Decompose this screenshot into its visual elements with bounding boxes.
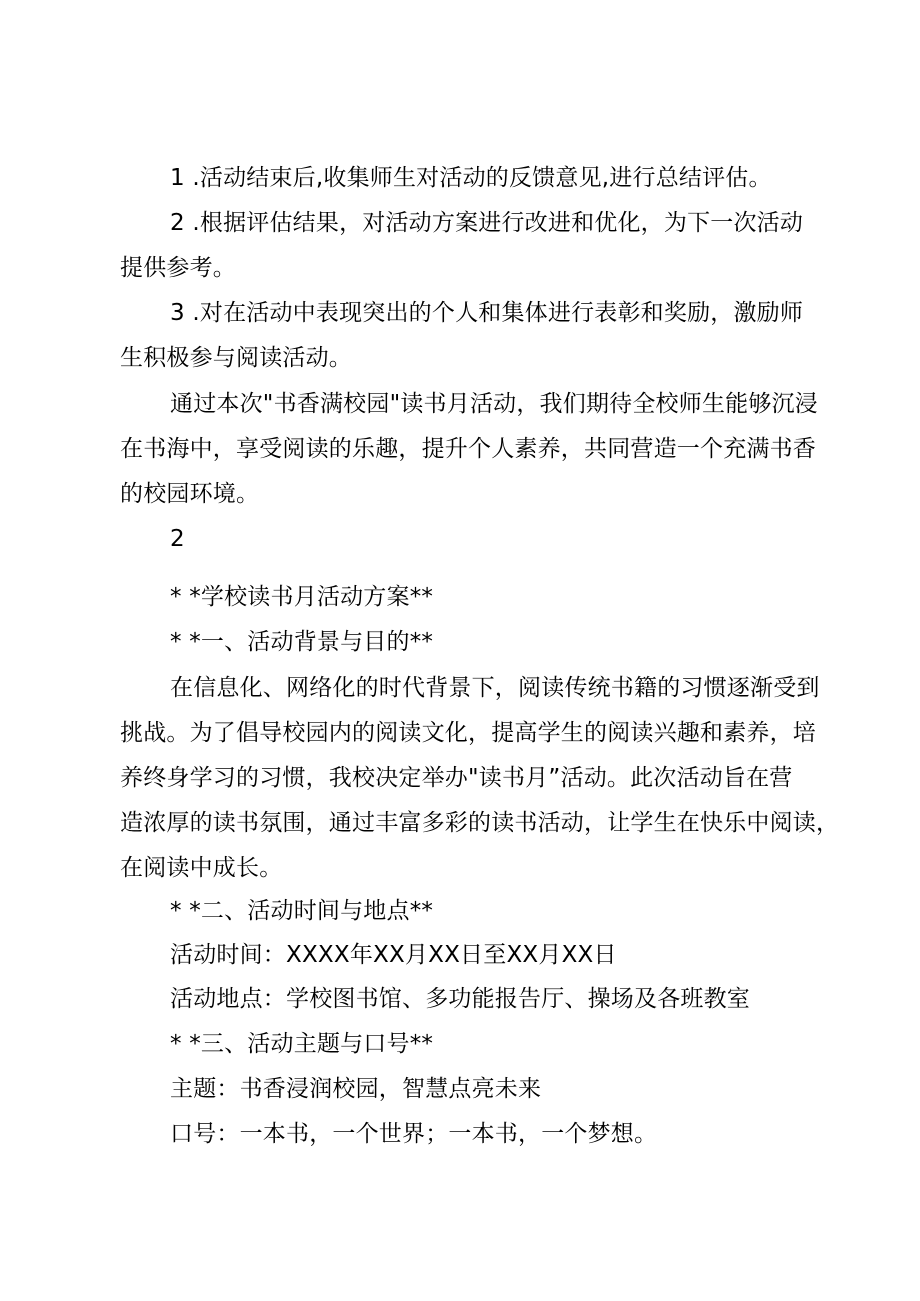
- closing-paragraph-line-2: 在书海中，享受阅读的乐趣，提升个人素养，共同营造一个充满书香: [120, 436, 816, 462]
- list-item-text: .活动结束后,收集师生对活动的反馈意见,进行总结评估。: [192, 165, 772, 191]
- closing-paragraph-line-1: 通过本次"书香满校园"读书月活动，我们期待全校师生能够沉浸: [170, 391, 818, 417]
- list-item-2: [170, 208, 803, 238]
- page-number: 2: [170, 526, 185, 552]
- background-paragraph-line-4: 造浓厚的读书氛围，通过丰富多彩的读书活动，让学生在快乐中阅读，: [120, 810, 840, 836]
- list-item-text: .根据评估结果，对活动方案进行改进和优化，为下一次活动: [192, 210, 804, 236]
- activity-place: 活动地点：学校图书馆、多功能报告厅、操场及各班教室: [170, 986, 750, 1012]
- background-paragraph-line-3: 养终身学习的习惯，我校决定举办"读书月”活动。此次活动旨在营: [120, 765, 793, 791]
- list-item-number: 1: [170, 165, 185, 191]
- list-item-1: [170, 163, 772, 193]
- list-item-text: .对在活动中表现突出的个人和集体进行表彰和奖励，激励师: [192, 300, 804, 326]
- list-item-2-continuation: 提供参考。: [120, 255, 236, 281]
- section-heading-theme-slogan: * *三、活动主题与口号**: [170, 1031, 434, 1057]
- list-item-number: 3: [170, 300, 185, 326]
- background-paragraph-line-1: 在信息化、网络化的时代背景下，阅读传统书籍的习惯逐渐受到: [170, 675, 820, 701]
- document-title: * *学校读书月活动方案**: [170, 584, 434, 610]
- list-item-3-continuation: 生积极参与阅读活动。: [120, 345, 352, 371]
- section-heading-background: * *一、活动背景与目的**: [170, 629, 434, 655]
- activity-theme: 主题：书香浸润校园，智慧点亮未来: [170, 1076, 542, 1102]
- activity-time: 活动时间：XXXX年XX月XX日至XX月XX日: [170, 942, 617, 968]
- background-paragraph-line-5: 在阅读中成长。: [120, 855, 283, 881]
- activity-slogan: 口号：一本书，一个世界；一本书，一个梦想。: [170, 1121, 658, 1147]
- section-heading-time-place: * *二、活动时间与地点**: [170, 898, 434, 924]
- list-item-number: 2: [170, 210, 185, 236]
- background-paragraph-line-2: 挑战。为了倡导校园内的阅读文化，提高学生的阅读兴趣和素养，培: [120, 720, 816, 746]
- list-item-3: [170, 298, 803, 328]
- closing-paragraph-line-3: 的校园环境。: [120, 481, 260, 507]
